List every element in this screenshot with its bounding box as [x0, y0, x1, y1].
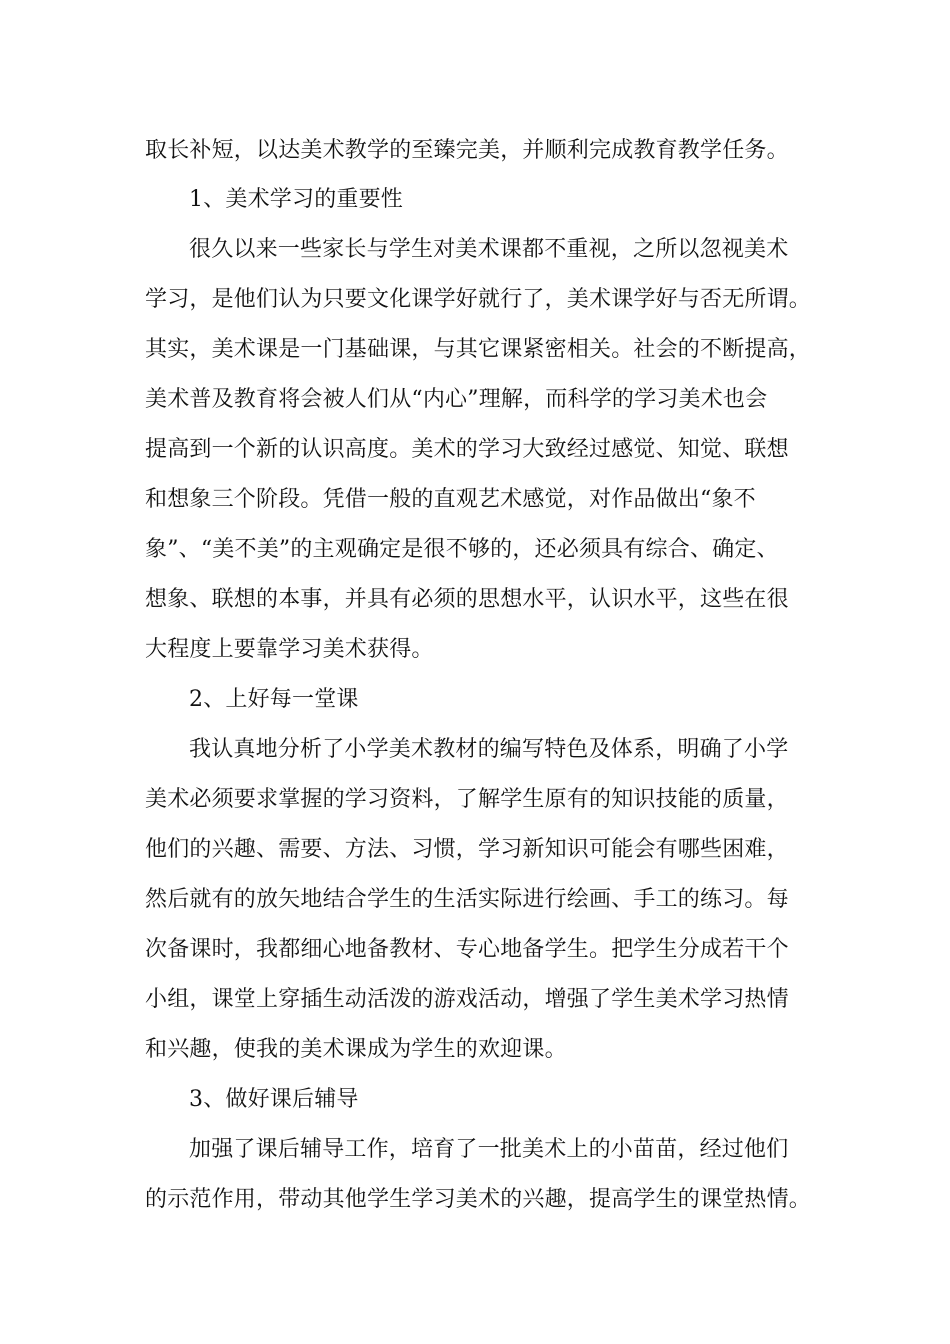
text-line: 和兴趣，使我的美术课成为学生的欢迎课。 — [145, 1037, 567, 1062]
section-heading-tutoring: 3、做好课后辅导 — [189, 1087, 359, 1112]
section-heading-importance: 1、美术学习的重要性 — [189, 187, 403, 212]
text-line: 美术必须要求掌握的学习资料，了解学生原有的知识技能的质量， — [145, 787, 789, 812]
text-line: 小组，课堂上穿插生动活泼的游戏活动，增强了学生美术学习热情 — [145, 987, 789, 1012]
text-line: 大程度上要靠学习美术获得。 — [145, 637, 434, 662]
text-line: 想象、联想的本事，并具有必须的思想水平，认识水平，这些在很 — [145, 587, 789, 612]
text-line: 学习，是他们认为只要文化课学好就行了，美术课学好与否无所谓。 — [145, 287, 812, 312]
text-line: 其实，美术课是一门基础课，与其它课紧密相关。社会的不断提高， — [145, 337, 812, 362]
text-line: 他们的兴趣、需要、方法、习惯，学习新知识可能会有哪些困难， — [145, 837, 789, 862]
text-line: 次备课时，我都细心地备教材、专心地备学生。把学生分成若干个 — [145, 937, 789, 962]
text-line: 美术普及教育将会被人们从“内心”理解，而科学的学习美术也会 — [145, 387, 768, 412]
section-heading-lessons: 2、上好每一堂课 — [189, 687, 359, 712]
text-line: 的示范作用，带动其他学生学习美术的兴趣，提高学生的课堂热情。 — [145, 1187, 812, 1212]
text-line: 象”、“美不美”的主观确定是很不够的，还必须具有综合、确定、 — [145, 537, 779, 562]
text-line: 然后就有的放矢地结合学生的生活实际进行绘画、手工的练习。每 — [145, 887, 789, 912]
text-line: 加强了课后辅导工作，培育了一批美术上的小苗苗，经过他们 — [189, 1137, 789, 1162]
text-line: 和想象三个阶段。凭借一般的直观艺术感觉，对作品做出“象不 — [145, 487, 756, 512]
text-line: 很久以来一些家长与学生对美术课都不重视，之所以忽视美术 — [189, 237, 789, 262]
text-line: 我认真地分析了小学美术教材的编写特色及体系，明确了小学 — [189, 737, 789, 762]
text-line: 取长补短，以达美术教学的至臻完美，并顺利完成教育教学任务。 — [145, 138, 789, 163]
text-line: 提高到一个新的认识高度。美术的学习大致经过感觉、知觉、联想 — [145, 437, 789, 462]
